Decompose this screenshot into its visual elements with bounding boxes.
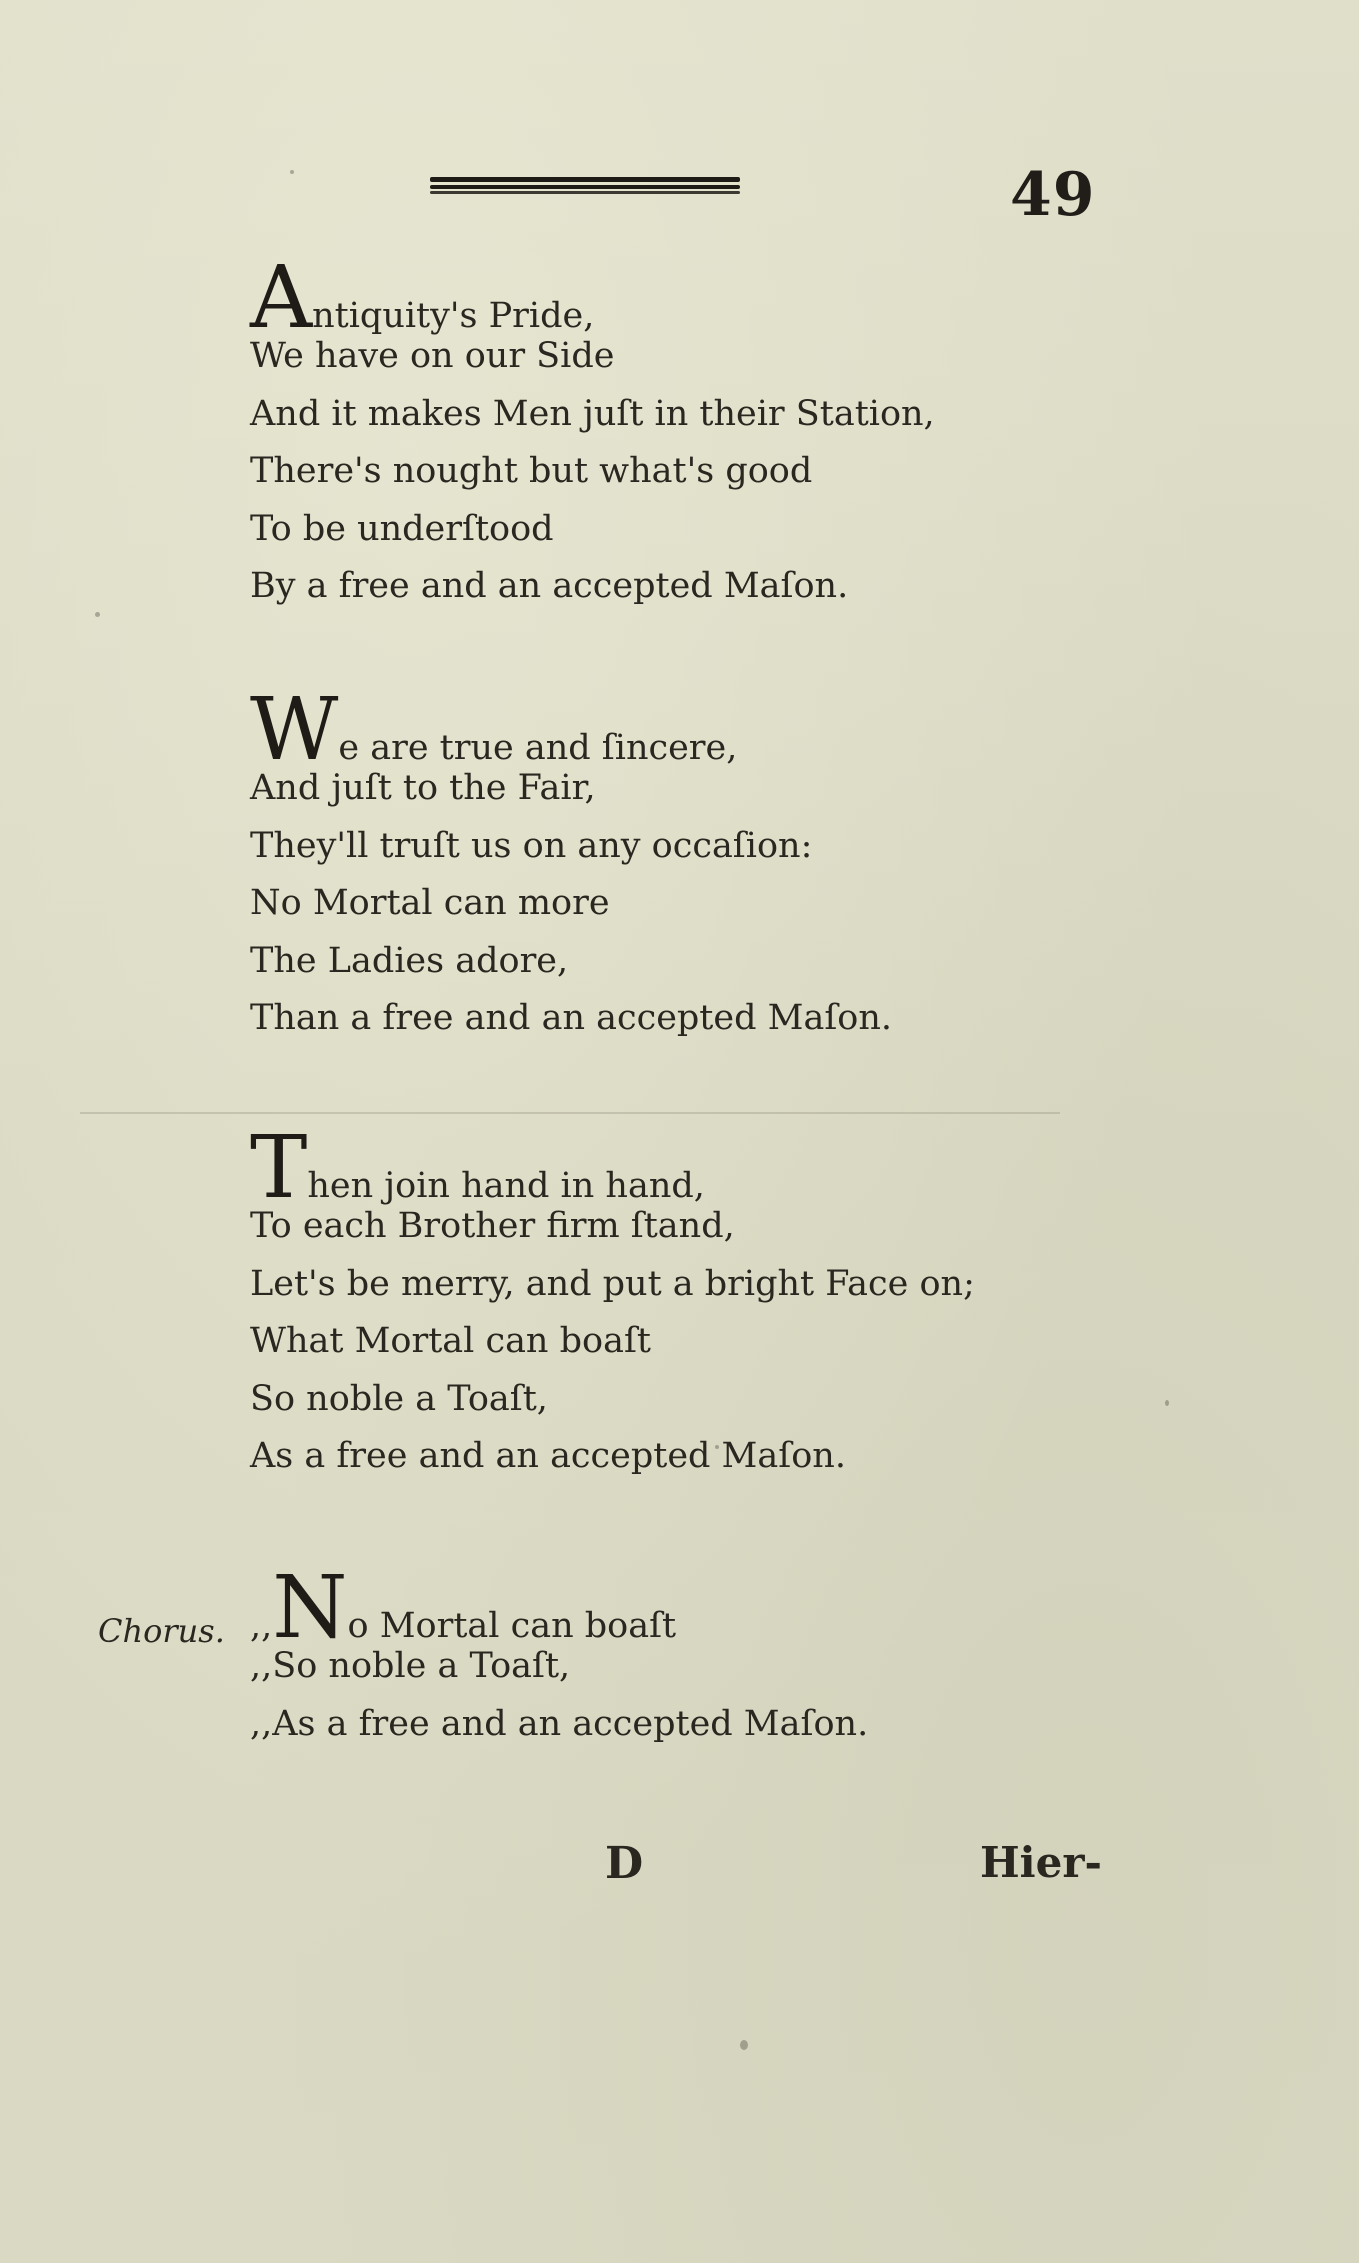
verse-line: So noble a Toaſt, xyxy=(250,1378,548,1419)
drop-initial: A xyxy=(250,248,313,348)
drop-initial: W xyxy=(250,680,339,780)
signature-mark: D xyxy=(605,1838,644,1889)
verse-line: By a free and an accepted Maſon. xyxy=(250,566,849,606)
chorus-quote-mark: ,, xyxy=(250,1606,273,1646)
paper-speck xyxy=(740,2040,748,2050)
first-line-rest: ntiquity's Pride, xyxy=(312,296,595,336)
verse-line: ,,So noble a Toaſt, xyxy=(250,1646,571,1686)
stanza-1 xyxy=(250,248,1110,616)
stanza-first-line xyxy=(250,680,1110,780)
drop-initial: T xyxy=(250,1118,308,1218)
paper-speck xyxy=(1165,1400,1169,1406)
header-rule-line xyxy=(430,185,740,189)
verse-line: To each Brother firm ſtand, xyxy=(250,1206,735,1246)
verse-line: They'll truſt us on any occaſion: xyxy=(250,825,813,866)
first-line-rest: o Mortal can boaſt xyxy=(347,1606,677,1646)
verse-line: Let's be merry, and put a bright Face on; xyxy=(250,1263,975,1304)
chorus-stanza xyxy=(250,1558,1110,1753)
drop-initial: N xyxy=(272,1558,348,1658)
paper-speck xyxy=(95,612,100,617)
verse-line: And it makes Men juſt in their Station, xyxy=(250,393,935,434)
first-line-rest: e are true and ſincere, xyxy=(338,728,738,768)
catchword: Hier- xyxy=(980,1838,1102,1887)
verse-line: And juſt to the Fair, xyxy=(250,768,596,808)
stanza-first-line xyxy=(250,248,1110,348)
verse-line: We have on our Side xyxy=(250,336,615,376)
paper-speck xyxy=(290,170,294,174)
stanza-first-line xyxy=(250,1118,1110,1218)
paper-speck xyxy=(715,1445,719,1449)
header-rule-line xyxy=(430,177,740,182)
stanza-2 xyxy=(250,680,1110,1048)
verse-line: Than a free and an accepted Maſon. xyxy=(250,998,893,1038)
stanza-first-line xyxy=(250,1558,1110,1658)
verse-line: To be underſtood xyxy=(250,508,554,549)
verse-line: No Mortal can more xyxy=(250,883,610,923)
chorus-label: Chorus. xyxy=(98,1612,225,1650)
verse-line: What Mortal can boaſt xyxy=(250,1321,651,1361)
header-rule xyxy=(430,177,740,197)
bleed-through-line xyxy=(80,1112,1060,1114)
header-rule-line xyxy=(430,191,740,194)
stanza-3 xyxy=(250,1118,1110,1486)
verse-line: As a free and an accepted Maſon. xyxy=(250,1436,846,1476)
page-number: 49 xyxy=(1010,160,1096,230)
first-line-rest: hen join hand in hand, xyxy=(307,1166,705,1206)
verse-line: ,,As a free and an accepted Maſon. xyxy=(250,1703,869,1744)
verse-line: The Ladies adore, xyxy=(250,940,569,981)
verse-line: There's nought but what's good xyxy=(250,451,813,491)
